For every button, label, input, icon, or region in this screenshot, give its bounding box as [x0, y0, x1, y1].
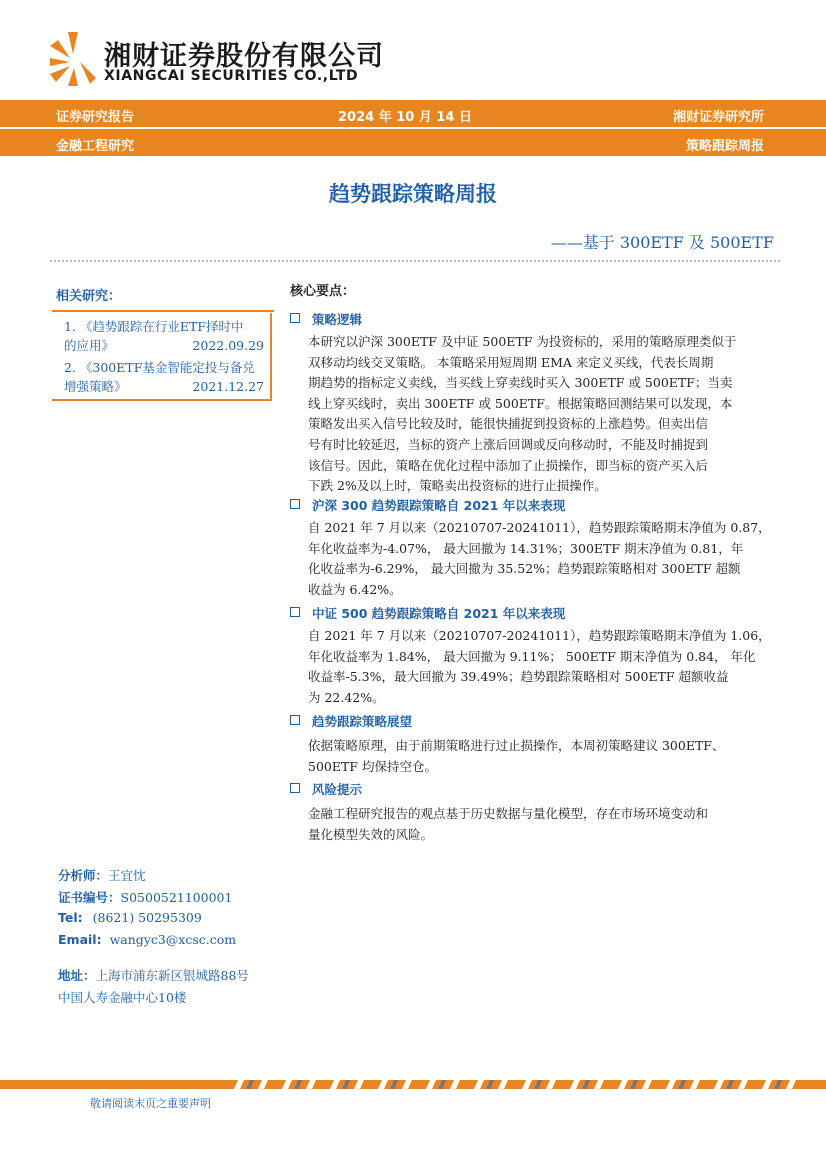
report-type: 证券研究报告 — [56, 110, 135, 125]
disclaimer-note: 敬请阅读末页之重要声明 — [90, 1097, 211, 1110]
institute-name: 湘财证券研究所 — [672, 110, 764, 125]
analyst-address-line2: 中国人寿金融中心10楼 — [58, 990, 187, 1005]
section-body: 金融工程研究报告的观点基于历史数据与量化模型，存在市场环境变动和 量化模型失效的风险。 — [308, 806, 709, 842]
section-heading: 趋势跟踪策略展望 — [290, 712, 412, 730]
related-item[interactable]: 1. 《趋势跟踪在行业ETF择时中 的应用》 2022.09.29 — [64, 319, 264, 353]
related-research-heading: 相关研究： — [56, 289, 122, 304]
analyst-tel: Tel: (8621) 50295309 — [58, 910, 202, 925]
report-date: 2024 年 10 月 14 日 — [338, 110, 472, 125]
checkbox-bullet-icon — [290, 313, 300, 323]
analyst-email: Email: wangyc3@xcsc.com — [58, 932, 237, 947]
section-body: 依据策略原理，由于前期策略进行过止损操作，本周初策略建议 300ETF、 500ETF 均保持空仓。 — [308, 738, 725, 774]
section-body: 自 2021 年 7 月以来（20210707-20241011），趋势跟踪策略期末净值为 0.87， 年化收益率为-4.07%， 最大回撤为 14.31%；300ETF 期末净值为 0.81，年 化收益率为-6.29%， 最大回撤为 35.52%；趋势跟踪策略相对 300ETF 超额 收益为 6.42%。 — [308, 520, 771, 597]
section-body: 本研究以沪深 300ETF 及中证 500ETF 为投资标的，采用的策略原理类似于 双移动均线交叉策略。 本策略采用短周期 EMA 来定义买线，代表长周期 期趋势的指标定义卖线，当买线上穿卖线时买入 300ETF 或 500ETF；当卖 线上穿买线时，卖出 300ETF 或 500ETF。根据策略回测结果可以发现，本 策略发出买入信号比较及时，能很快捕捉到投资标的上涨趋势。但卖出信 号有时比较延迟，当标的资产上涨后回调或反向移动时，不能及时捕捉到 该信号。因此，策略在优化过程中添加了止损操作，即当标的资产买入后 下跌 2%及以上时，策略卖出投资标的进行止损操作。 — [308, 334, 737, 494]
analyst-cert: 证书编号：S0500521100001 — [58, 890, 233, 905]
related-item-date: 2022.09.29 — [192, 338, 264, 353]
related-divider — [52, 310, 274, 312]
page-subtitle: ——基于 300ETF 及 500ETF — [550, 233, 774, 252]
checkbox-bullet-icon — [290, 607, 300, 617]
header-band-bottom — [0, 129, 826, 156]
section-heading: 中证 500 趋势跟踪策略自 2021 年以来表现 — [290, 604, 565, 622]
checkbox-bullet-icon — [290, 499, 300, 509]
report-series: 策略跟踪周报 — [685, 139, 764, 154]
related-item[interactable]: 2. 《300ETF基金智能定投与备兑 增强策略》 2021.12.27 — [64, 360, 264, 394]
title-divider — [50, 260, 780, 262]
section-body: 自 2021 年 7 月以来（20210707-20241011），趋势跟踪策略期末净值为 1.06， 年化收益率为 1.84%， 最大回撤为 9.11%； 500ETF 期末净值为 0.84， 年化 收益率-5.3%，最大回撤为 39.49%；趋势跟踪策略相对 500ETF 超额收益 为 22.42%。 — [308, 628, 771, 705]
research-category: 金融工程研究 — [56, 139, 135, 154]
checkbox-bullet-icon — [290, 715, 300, 725]
key-points-heading: 核心要点： — [290, 284, 356, 299]
footer-stripe — [0, 1080, 826, 1089]
brand-name-cn: 湘财证券股份有限公司 — [104, 41, 384, 72]
analyst-address: 地址：上海市浦东新区银城路88号 — [58, 968, 249, 983]
header-band-top — [0, 100, 826, 127]
related-research-list — [52, 313, 272, 401]
related-item-date: 2021.12.27 — [192, 379, 264, 394]
section-heading: 风险提示 — [290, 780, 362, 798]
page-title: 趋势跟踪策略周报 — [329, 182, 497, 206]
analyst-name: 分析师：王宜忱 — [58, 868, 146, 883]
xiangcai-logo-icon — [50, 32, 98, 86]
brand-name-en: XIANGCAI SECURITIES CO.,LTD — [104, 68, 359, 84]
section-heading: 沪深 300 趋势跟踪策略自 2021 年以来表现 — [290, 496, 565, 514]
section-heading: 策略逻辑 — [290, 310, 362, 328]
checkbox-bullet-icon — [290, 783, 300, 793]
